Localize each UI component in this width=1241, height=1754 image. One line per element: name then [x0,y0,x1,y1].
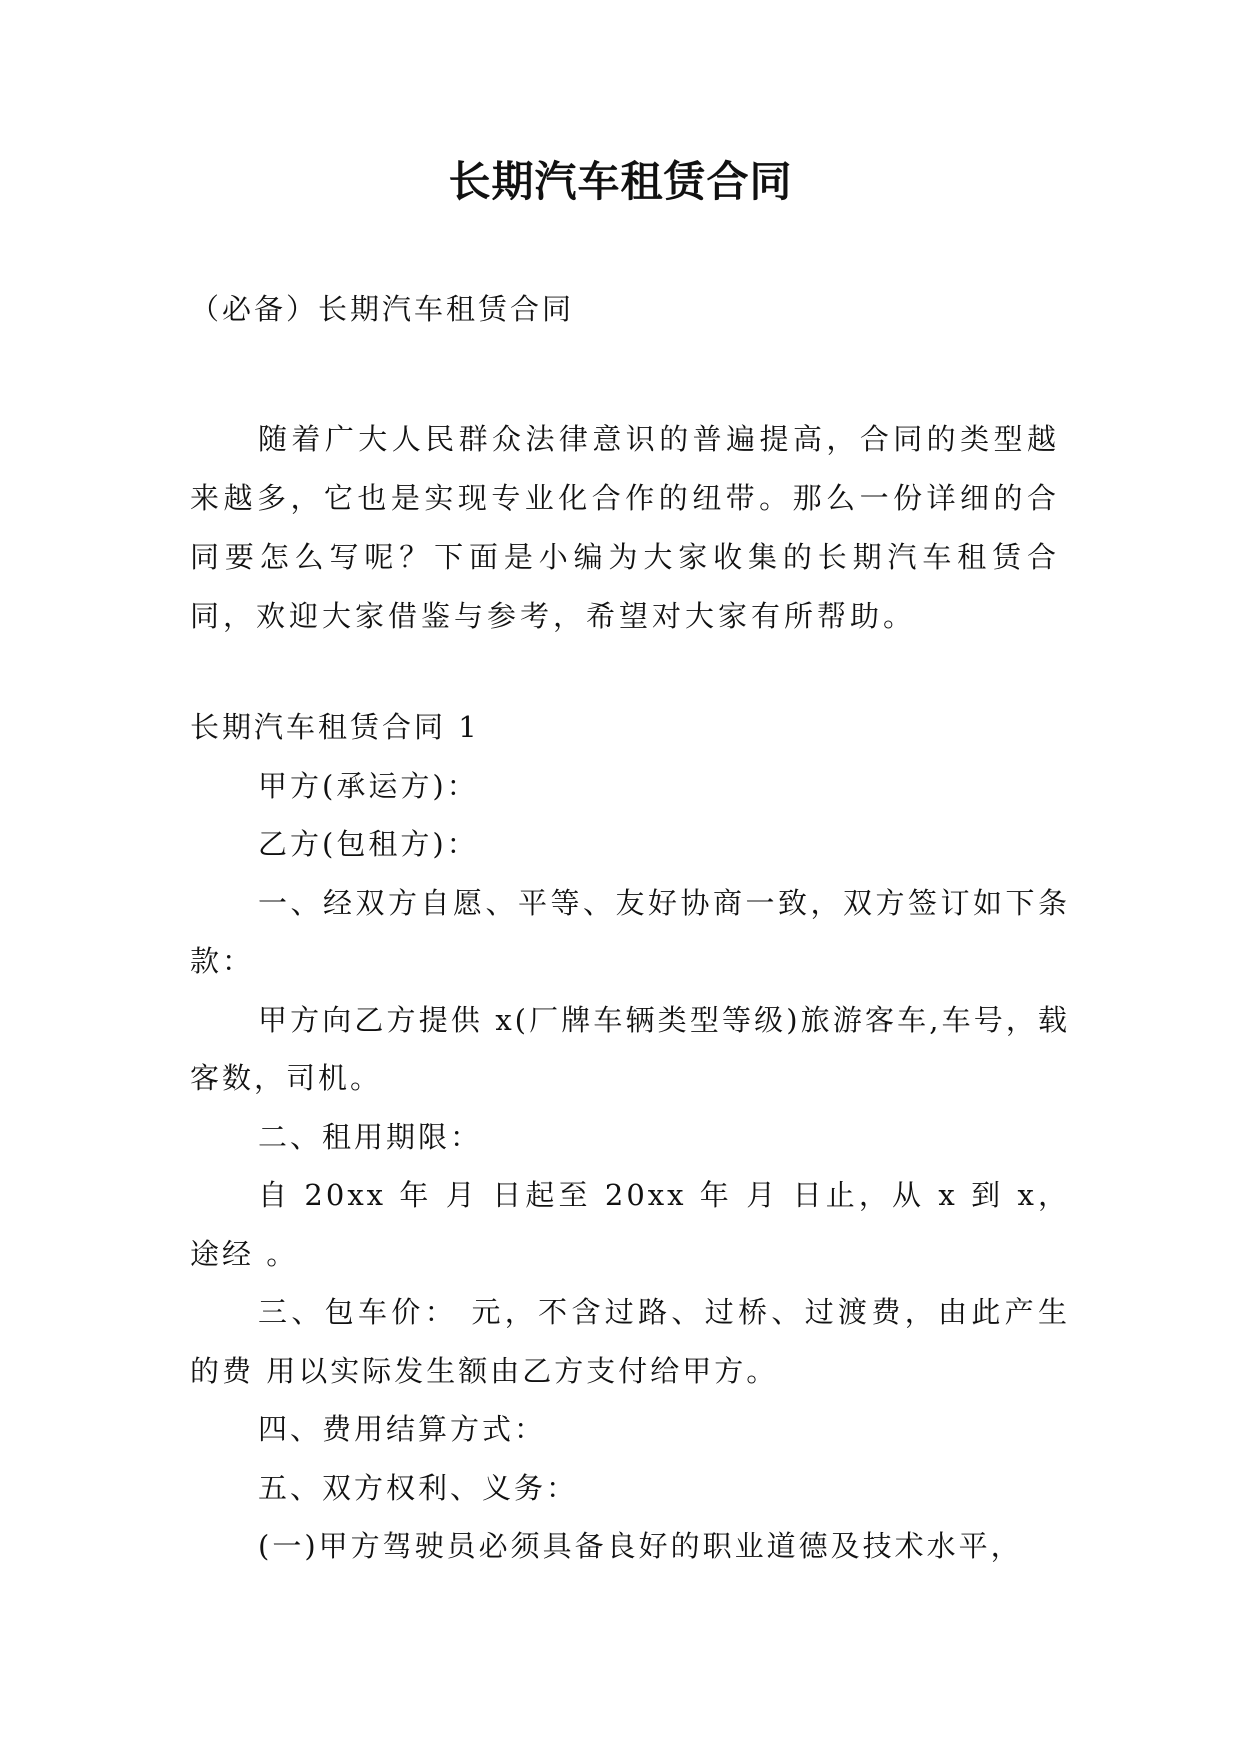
contract-body [190,698,1070,1576]
clause-1-body: 甲方向乙方提供 x(厂牌车辆类型等级)旅游客车,车号，载客数，司机。 [190,1002,1070,1095]
clause-5-item-1: (一)甲方驾驶员必须具备良好的职业道德及技术水平， [258,1529,1023,1563]
clause-3-price: 三、包车价： 元，不含过路、过桥、过渡费，由此产生的费 用以实际发生额由乙方支付给甲方。 [190,1295,1070,1388]
party-b-line: 乙方(包租方)： [258,827,479,861]
clause-5-heading: 五、双方权利、义务： [258,1470,579,1505]
clause-1-heading: 一、经双方自愿、平等、友好协商一致，双方签订如下条款： [190,885,1070,978]
clause-2-heading: 二、租用期限： [258,1119,483,1154]
document-subtitle: （必备）长期汽车租赁合同 [190,292,575,326]
document-title: 长期汽车租赁合同 [448,157,793,206]
party-a-line: 甲方(承运方)： [258,768,479,803]
clause-4-heading: 四、费用结算方式： [258,1412,547,1446]
intro-paragraph: 随着广大人民群众法律意识的普遍提高，合同的类型越来越多，它也是实现专业化合作的纽带。那么一份详细的合同要怎么写呢？下面是小编为大家收集的长期汽车租赁合同，欢迎大家借鉴与参考，希望对大家有所帮助。 [190,422,1060,633]
clause-2-body: 自 20xx 年 月 日起至 20xx 年 月 日止，从 x 到 x，途经 。 [190,1178,1070,1271]
section-heading: 长期汽车租赁合同 1 [190,710,480,744]
